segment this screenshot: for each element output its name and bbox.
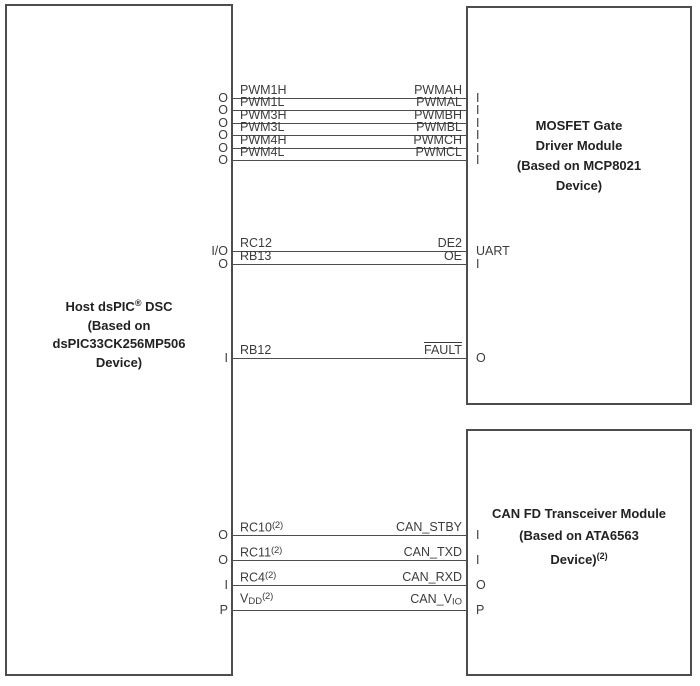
can-fd-transceiver-block: [466, 429, 692, 676]
vdd-subscript: DD: [248, 596, 263, 607]
wire: [233, 160, 466, 161]
note-2-superscript: (2): [596, 551, 608, 561]
wire: [233, 560, 466, 561]
note-2-superscript: (2): [265, 569, 277, 581]
pin-direction-left: O: [218, 256, 228, 271]
host-title-line2: (Based on: [87, 317, 151, 333]
pin-direction-left: I: [224, 351, 228, 365]
signal-label-left: PWM4L: [240, 145, 285, 159]
vio-subscript: IO: [451, 596, 462, 607]
signal-label-right: PWMCL: [415, 145, 462, 159]
signal-label-left: RB13: [240, 248, 272, 263]
signal-label-right: [424, 344, 462, 356]
signal-label-right: PWMBL: [416, 120, 462, 134]
signal-label-right: PWMBH: [414, 107, 462, 122]
mosfet-title-line2: Driver Module: [535, 138, 623, 153]
pin-direction-left: O: [218, 115, 228, 130]
pin-direction-left: O: [218, 128, 228, 142]
signal-label-left: $V_{DD}^{(2)}$: [240, 591, 274, 607]
fault-overline-label: FAULT: [424, 343, 462, 357]
pin-direction-right: I: [476, 128, 480, 142]
pin-direction-right: O: [476, 351, 486, 365]
signal-label-right: CAN_RXD: [402, 570, 462, 584]
can-title-line1: CAN FD Transceiver Module: [491, 506, 667, 521]
signal-label-left: PWM3H: [240, 107, 287, 122]
signal-label-left: RC10$^{(2)}$: [240, 519, 283, 534]
signal-label-right: DE2: [437, 236, 462, 250]
host-title-line3: dsPIC33CK256MP506: [52, 336, 186, 351]
signal-label-left: RC11$^{(2)}$: [240, 544, 283, 559]
pin-direction-left: O: [218, 553, 228, 567]
registered-trademark-symbol: ®: [134, 298, 142, 308]
host-title-line4: Device): [95, 354, 143, 370]
host-dspic-block: [5, 4, 233, 676]
wire: [233, 585, 466, 586]
host-title-line1: Host dsPIC® DSC: [65, 298, 173, 314]
signal-label-left: RC12: [240, 236, 272, 250]
uart-group-label: UART: [476, 244, 510, 258]
pin-direction-right: I: [476, 90, 480, 105]
mosfet-title-line1: MOSFET Gate: [535, 118, 623, 133]
pin-direction-right: I: [476, 528, 480, 542]
pin-direction-left: I/O: [211, 244, 228, 258]
wire: [233, 610, 466, 611]
pin-direction-right: O: [476, 578, 486, 592]
signal-label-left: PWM3L: [240, 120, 285, 134]
host-dspic-title: [7, 294, 231, 372]
pin-direction-right: I: [476, 103, 480, 117]
note-2-superscript: (2): [262, 591, 274, 602]
pin-direction-left: O: [218, 103, 228, 117]
note-2-superscript: (2): [271, 544, 283, 556]
signal-label-right: $CAN\_V_{IO}$: [410, 591, 462, 607]
mosfet-title-line3: (Based on MCP8021: [516, 158, 642, 173]
can-fd-transceiver-title: [468, 503, 690, 571]
mosfet-gate-driver-block: [466, 6, 692, 405]
signal-label-right: OE: [443, 248, 462, 263]
pin-direction-left: O: [218, 153, 228, 167]
pin-direction-right: P: [476, 603, 485, 617]
wire: [233, 264, 466, 265]
wire: [233, 535, 466, 536]
pin-direction-left: O: [218, 140, 228, 155]
wire: [233, 358, 466, 359]
pin-direction-left: P: [219, 603, 228, 617]
signal-label-left: PWM4H: [240, 132, 287, 147]
can-title-line3: Device)$^{(2)}$: [550, 551, 608, 567]
signal-label-left: RC4$^{(2)}$: [240, 569, 277, 584]
pin-direction-right: I: [476, 140, 480, 155]
signal-label-right: CAN_STBY: [396, 520, 462, 534]
pin-direction-left: I: [224, 578, 228, 592]
note-2-superscript: (2): [271, 519, 283, 531]
pin-direction-right: I: [476, 153, 480, 167]
signal-label-right: PWMAL: [416, 95, 462, 109]
signal-label-left: PWM1H: [240, 82, 287, 97]
signal-label-right: CAN_TXD: [403, 545, 462, 559]
mosfet-gate-driver-title: [468, 116, 690, 196]
mosfet-title-line4: Device): [555, 178, 603, 193]
pin-direction-right: I: [476, 553, 480, 567]
signal-label-right: PWMCH: [413, 132, 462, 147]
pin-direction-left: O: [218, 528, 228, 542]
signal-label-left: PWM1L: [240, 95, 285, 109]
signal-label-right: PWMAH: [414, 82, 462, 97]
signal-label-left: RB12: [240, 343, 272, 357]
pin-direction-right: I: [476, 256, 480, 271]
can-title-line2: (Based on ATA6563: [519, 527, 639, 543]
pin-direction-left: O: [218, 90, 228, 105]
pin-direction-right: I: [476, 115, 480, 130]
